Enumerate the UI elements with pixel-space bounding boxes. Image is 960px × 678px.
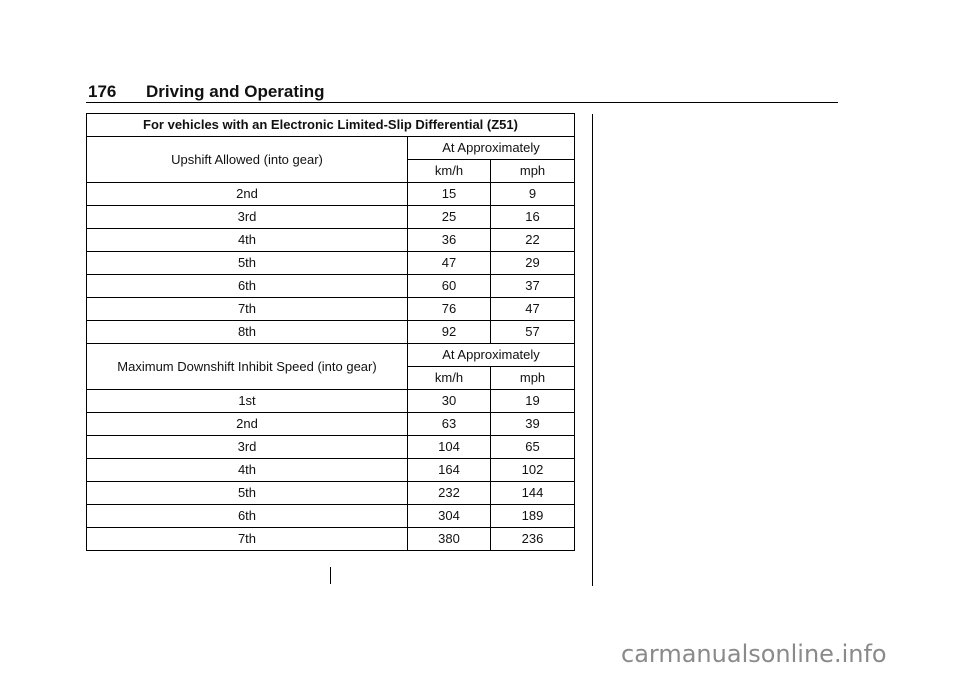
gear-cell: 4th (87, 459, 408, 482)
kmh-cell: 25 (408, 206, 491, 229)
kmh-cell: 15 (408, 183, 491, 206)
mph-cell: 19 (491, 390, 575, 413)
table-row (87, 436, 575, 459)
header-rule (86, 102, 838, 103)
upshift-unit-kmh: km/h (408, 160, 491, 183)
mph-cell: 29 (491, 252, 575, 275)
kmh-cell: 92 (408, 321, 491, 344)
gear-cell: 2nd (87, 413, 408, 436)
table-row (87, 206, 575, 229)
mph-cell: 57 (491, 321, 575, 344)
table-row (87, 275, 575, 298)
table-row (87, 459, 575, 482)
center-mark (330, 567, 331, 584)
table-row (87, 482, 575, 505)
kmh-cell: 232 (408, 482, 491, 505)
page-number: 176 (88, 82, 117, 101)
gear-cell: 5th (87, 482, 408, 505)
gear-cell: 3rd (87, 436, 408, 459)
gear-cell: 1st (87, 390, 408, 413)
kmh-cell: 36 (408, 229, 491, 252)
gear-cell: 2nd (87, 183, 408, 206)
gear-cell: 7th (87, 528, 408, 551)
section-title: Driving and Operating (146, 82, 325, 101)
kmh-cell: 47 (408, 252, 491, 275)
mph-cell: 236 (491, 528, 575, 551)
gear-cell: 6th (87, 275, 408, 298)
watermark-text: carmanualsonline.info (621, 640, 887, 668)
downshift-label: Maximum Downshift Inhibit Speed (into gear) (87, 344, 408, 390)
upshift-unit-mph: mph (491, 160, 575, 183)
mph-cell: 16 (491, 206, 575, 229)
table-row (87, 390, 575, 413)
downshift-header-row (87, 344, 575, 367)
table-row (87, 505, 575, 528)
mph-cell: 102 (491, 459, 575, 482)
gear-cell: 8th (87, 321, 408, 344)
table-row (87, 298, 575, 321)
table-row (87, 252, 575, 275)
mph-cell: 144 (491, 482, 575, 505)
table-row (87, 413, 575, 436)
mph-cell: 47 (491, 298, 575, 321)
mph-cell: 22 (491, 229, 575, 252)
kmh-cell: 380 (408, 528, 491, 551)
table-row (87, 321, 575, 344)
kmh-cell: 76 (408, 298, 491, 321)
upshift-header-row (87, 137, 575, 160)
column-divider (592, 114, 593, 586)
downshift-unit-kmh: km/h (408, 367, 491, 390)
kmh-cell: 60 (408, 275, 491, 298)
mph-cell: 37 (491, 275, 575, 298)
kmh-cell: 63 (408, 413, 491, 436)
gear-cell: 3rd (87, 206, 408, 229)
downshift-approx-label: At Approximately (408, 344, 575, 367)
mph-cell: 65 (491, 436, 575, 459)
gear-cell: 5th (87, 252, 408, 275)
table-title-row (87, 114, 575, 137)
table-row (87, 528, 575, 551)
gear-cell: 4th (87, 229, 408, 252)
upshift-label: Upshift Allowed (into gear) (87, 137, 408, 183)
upshift-approx-label: At Approximately (408, 137, 575, 160)
mph-cell: 189 (491, 505, 575, 528)
mph-cell: 39 (491, 413, 575, 436)
kmh-cell: 164 (408, 459, 491, 482)
kmh-cell: 104 (408, 436, 491, 459)
gear-cell: 6th (87, 505, 408, 528)
table-title: For vehicles with an Electronic Limited-Slip Differential (Z51) (87, 114, 575, 137)
table-row (87, 183, 575, 206)
page-header (88, 82, 325, 102)
mph-cell: 9 (491, 183, 575, 206)
kmh-cell: 304 (408, 505, 491, 528)
kmh-cell: 30 (408, 390, 491, 413)
gear-cell: 7th (87, 298, 408, 321)
table-row (87, 229, 575, 252)
shift-speed-table (86, 113, 575, 551)
downshift-unit-mph: mph (491, 367, 575, 390)
